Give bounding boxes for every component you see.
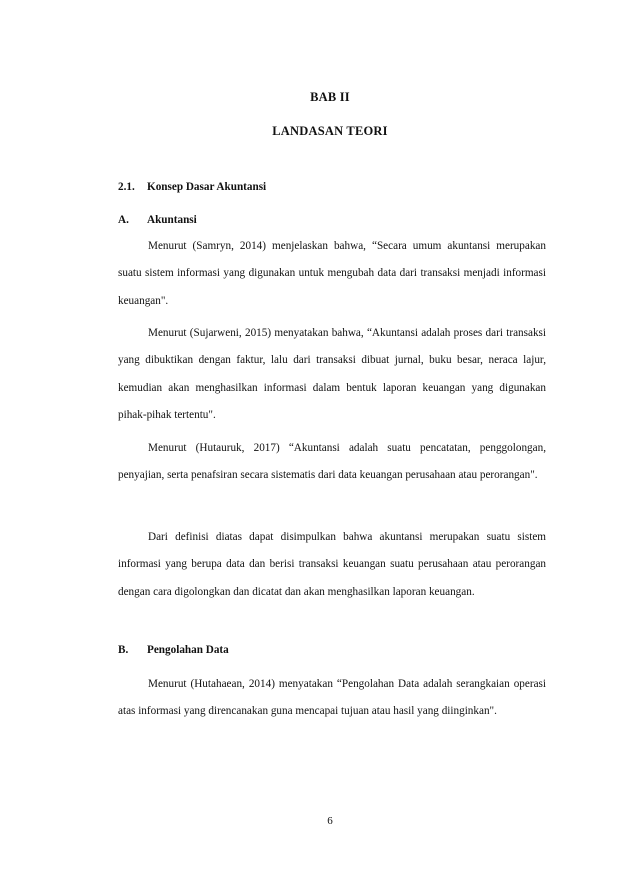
paragraph: Menurut (Samryn, 2014) menjelaskan bahwa, “Secara umum akuntansi merupakan suatu sistem informasi yang digunakan untuk mengubah data dari transaksi menjadi informasi keuangan". bbox=[118, 240, 546, 307]
section-number: 2.1. bbox=[118, 181, 135, 193]
page-number: 6 bbox=[327, 815, 333, 827]
subsection-b-letter: B. bbox=[118, 644, 129, 656]
paragraph: Menurut (Hutauruk, 2017) “Akuntansi adalah suatu pencatatan, penggolongan, penyajian, serta penafsiran secara sistematis dari data keuangan perusahaan atau perorangan". bbox=[118, 442, 546, 482]
subsection-a-letter: A. bbox=[118, 214, 129, 226]
chapter-label: BAB II bbox=[310, 90, 350, 104]
section-title: Konsep Dasar Akuntansi bbox=[147, 181, 267, 193]
paragraph: Menurut (Sujarweni, 2015) menyatakan bahwa, “Akuntansi adalah proses dari transaksi yang dibuktikan dengan faktur, lalu dari transaksi dibuat jurnal, buku besar, neraca lajur, kemudian akan menghasilkan informasi dalam bentuk laporan keuangan yang digunakan pihak-pihak tertentu". bbox=[118, 327, 546, 421]
paragraph: Dari definisi diatas dapat disimpulkan bahwa akuntansi merupakan suatu sistem informasi yang berupa data dan berisi transaksi keuangan suatu perusahaan atau perorangan dengan cara digolongkan dan dicatat dan akan menghasilkan laporan keuangan. bbox=[118, 531, 546, 598]
subsection-a-title: Akuntansi bbox=[147, 214, 197, 226]
subsection-b-title: Pengolahan Data bbox=[147, 644, 229, 656]
chapter-title: LANDASAN TEORI bbox=[272, 124, 388, 138]
paragraph: Menurut (Hutahaean, 2014) menyatakan “Pengolahan Data adalah serangkaian operasi atas informasi yang direncanakan guna mencapai tujuan atau hasil yang diinginkan". bbox=[118, 678, 546, 718]
